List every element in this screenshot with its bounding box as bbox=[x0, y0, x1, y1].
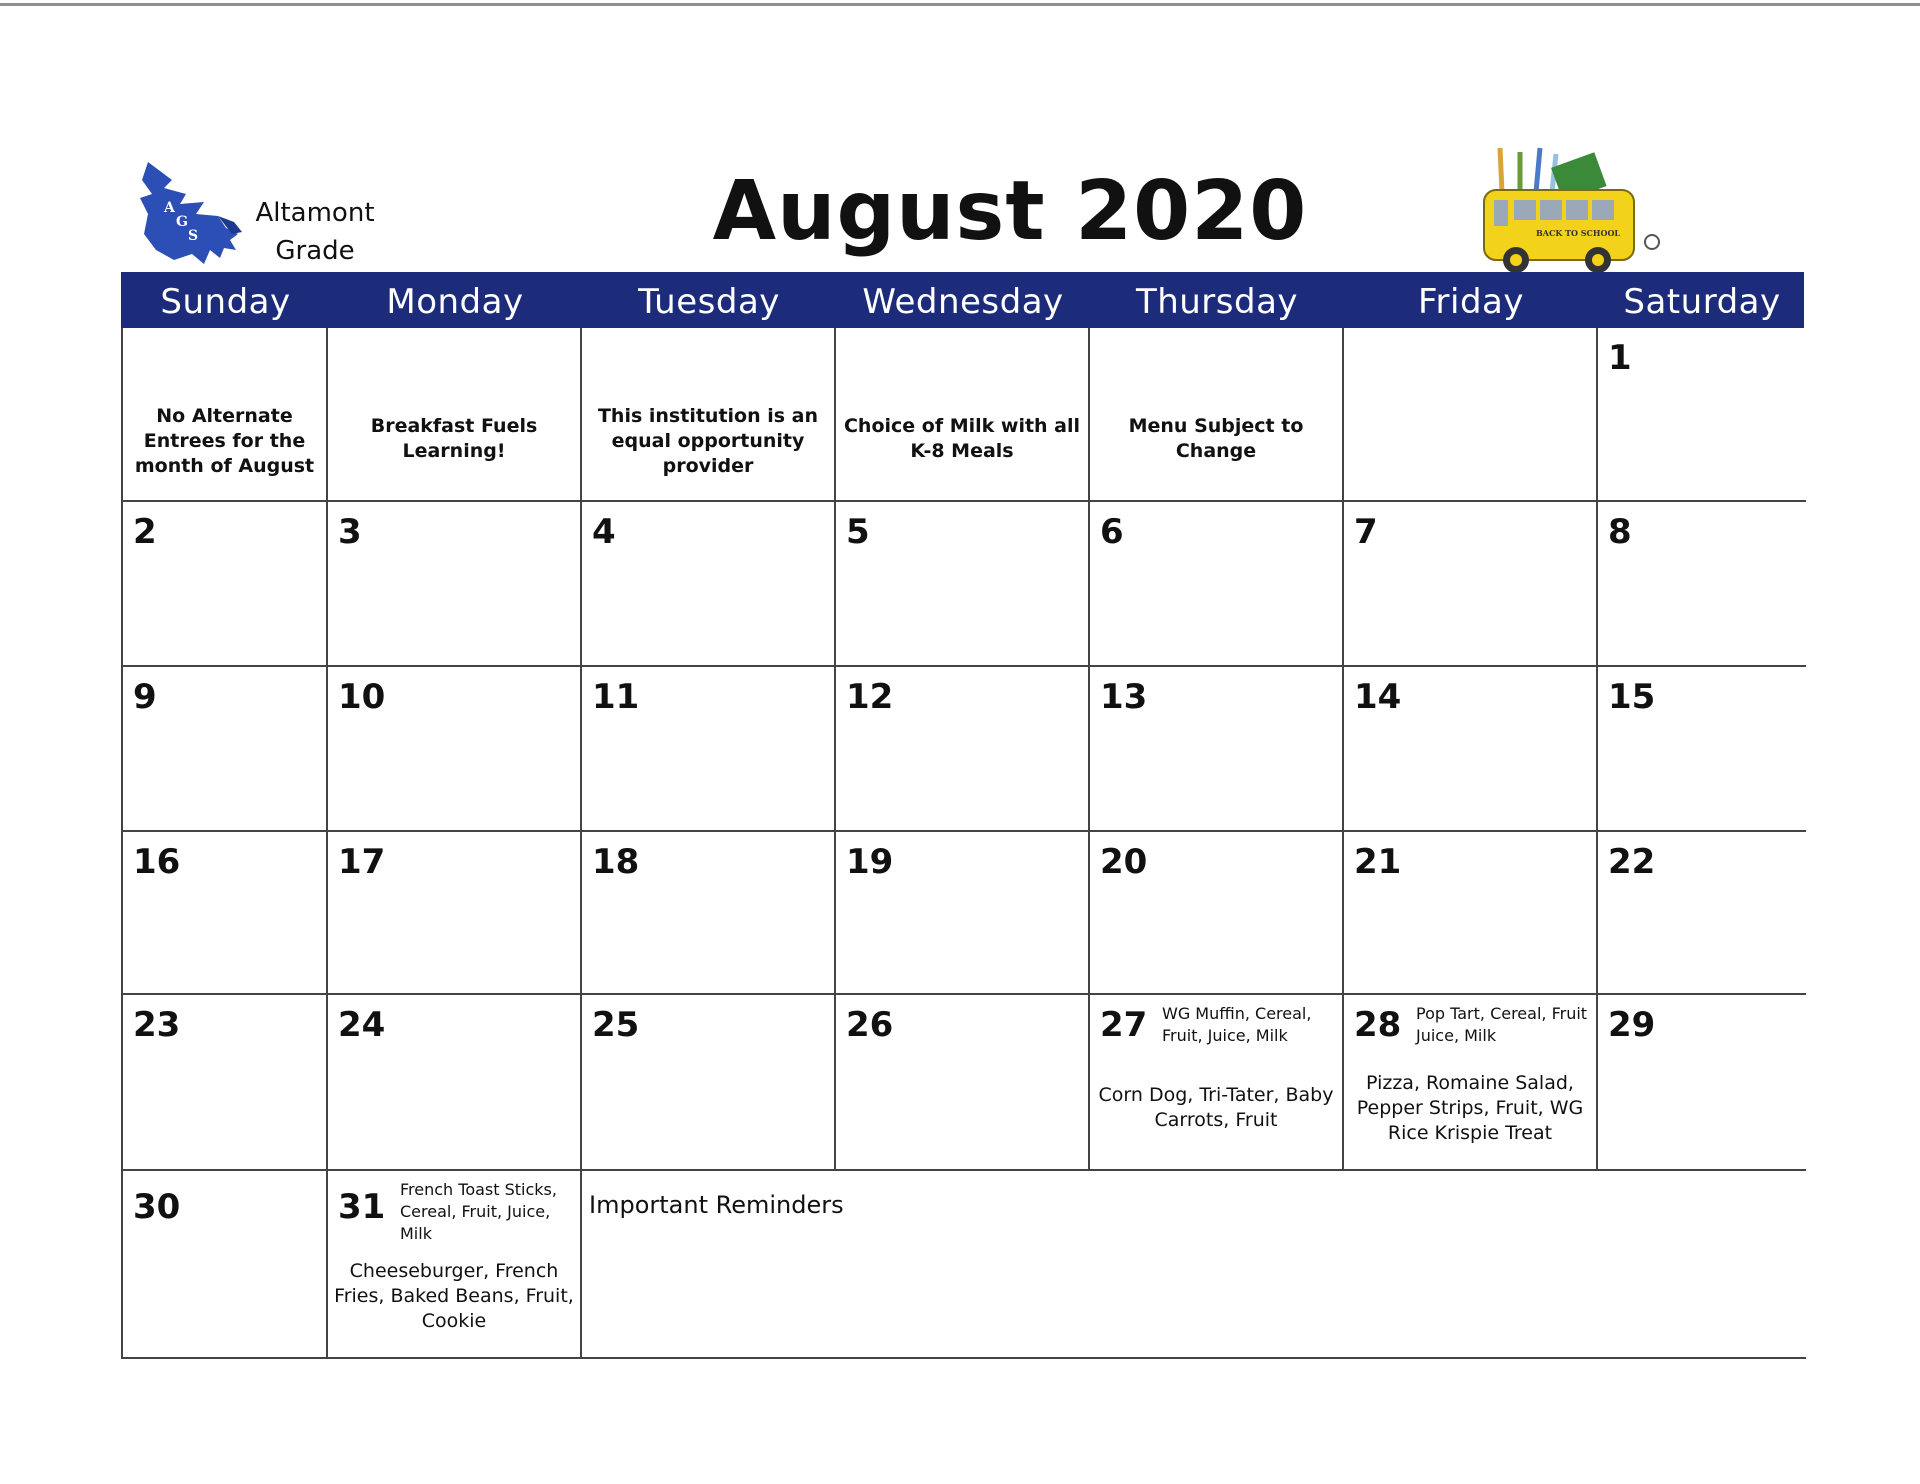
day-cell bbox=[1090, 832, 1344, 995]
date-number: 31 bbox=[338, 1187, 386, 1227]
date-number: 24 bbox=[338, 1005, 386, 1045]
day-cell bbox=[1598, 502, 1806, 667]
date-number: 5 bbox=[846, 512, 870, 552]
breakfast-menu: French Toast Sticks, Cereal, Fruit, Juice, Milk bbox=[400, 1180, 557, 1243]
day-note: Breakfast Fuels Learning! bbox=[370, 415, 538, 462]
weekday-thursday: Thursday bbox=[1135, 282, 1299, 322]
breakfast-menu: WG Muffin, Cereal, Fruit, Juice, Milk bbox=[1162, 1004, 1312, 1045]
day-cell bbox=[1598, 667, 1806, 832]
page-title: August 2020 bbox=[712, 164, 1308, 259]
weekday-header bbox=[121, 272, 1804, 328]
day-cell bbox=[328, 502, 582, 667]
weekday-sunday: Sunday bbox=[160, 282, 291, 322]
date-number: 28 bbox=[1354, 1005, 1402, 1045]
date-number: 21 bbox=[1354, 842, 1402, 882]
date-number: 7 bbox=[1354, 512, 1378, 552]
day-cell bbox=[123, 1171, 328, 1359]
day-cell bbox=[582, 502, 836, 667]
lunch-menu: Pizza, Romaine Salad, Pepper Strips, Fruit, WG Rice Krispie Treat bbox=[1356, 1072, 1584, 1144]
school-bus-icon bbox=[1476, 140, 1666, 274]
day-note: This institution is an equal opportunity provider bbox=[597, 405, 819, 477]
date-number: 14 bbox=[1354, 677, 1402, 717]
day-cell bbox=[328, 832, 582, 995]
day-note: Menu Subject to Change bbox=[1128, 415, 1304, 462]
day-cell bbox=[328, 995, 582, 1171]
date-number: 18 bbox=[592, 842, 640, 882]
day-cell bbox=[836, 832, 1090, 995]
date-number: 9 bbox=[133, 677, 157, 717]
date-number: 17 bbox=[338, 842, 386, 882]
logo-letter-a: A bbox=[164, 200, 175, 216]
school-name-line1: Altamont bbox=[255, 198, 375, 228]
date-number: 13 bbox=[1100, 677, 1148, 717]
day-cell bbox=[123, 328, 328, 502]
date-number: 29 bbox=[1608, 1005, 1656, 1045]
day-cell bbox=[1090, 502, 1344, 667]
weekday-monday: Monday bbox=[386, 282, 524, 322]
day-cell bbox=[1598, 995, 1806, 1171]
bus-label: BACK TO SCHOOL bbox=[1536, 228, 1621, 238]
date-number: 12 bbox=[846, 677, 894, 717]
day-cell bbox=[123, 995, 328, 1171]
weekday-wednesday: Wednesday bbox=[862, 282, 1064, 322]
eagle-logo-icon bbox=[134, 154, 244, 272]
day-cell bbox=[328, 667, 582, 832]
day-cell bbox=[1344, 667, 1598, 832]
day-cell bbox=[836, 502, 1090, 667]
day-cell bbox=[582, 667, 836, 832]
date-number: 11 bbox=[592, 677, 640, 717]
day-cell bbox=[582, 995, 836, 1171]
school-name bbox=[250, 194, 380, 270]
date-number: 3 bbox=[338, 512, 362, 552]
date-number: 19 bbox=[846, 842, 894, 882]
day-note: No Alternate Entrees for the month of August bbox=[134, 405, 315, 477]
reminders-title: Important Reminders bbox=[589, 1191, 844, 1219]
day-cell bbox=[328, 328, 582, 502]
day-cell bbox=[1090, 667, 1344, 832]
date-number: 22 bbox=[1608, 842, 1656, 882]
calendar bbox=[121, 272, 1804, 1359]
day-cell bbox=[1090, 328, 1344, 502]
lunch-menu: Cheeseburger, French Fries, Baked Beans, Fruit, Cookie bbox=[334, 1260, 574, 1332]
day-cell bbox=[836, 667, 1090, 832]
day-cell bbox=[1598, 832, 1806, 995]
day-cell bbox=[1598, 328, 1806, 502]
day-note: Choice of Milk with all K-8 Meals bbox=[843, 415, 1081, 462]
day-cell bbox=[123, 832, 328, 995]
date-number: 1 bbox=[1608, 338, 1632, 378]
logo-letter-g: G bbox=[176, 214, 188, 230]
day-cell bbox=[123, 667, 328, 832]
logo-letter-s: S bbox=[188, 228, 199, 244]
school-name-line2: Grade bbox=[275, 236, 355, 266]
day-cell bbox=[582, 328, 836, 502]
date-number: 25 bbox=[592, 1005, 640, 1045]
weekday-tuesday: Tuesday bbox=[638, 282, 780, 322]
day-cell bbox=[123, 502, 328, 667]
scan-border-line bbox=[0, 3, 1920, 6]
weekday-saturday: Saturday bbox=[1623, 282, 1781, 322]
date-number: 2 bbox=[133, 512, 157, 552]
date-number: 20 bbox=[1100, 842, 1148, 882]
date-number: 10 bbox=[338, 677, 386, 717]
important-reminders-box bbox=[582, 1171, 1806, 1359]
date-number: 27 bbox=[1100, 1005, 1148, 1045]
day-cell bbox=[582, 832, 836, 995]
date-number: 16 bbox=[133, 842, 181, 882]
date-number: 23 bbox=[133, 1005, 181, 1045]
day-cell bbox=[1344, 995, 1598, 1171]
breakfast-menu: Pop Tart, Cereal, Fruit Juice, Milk bbox=[1416, 1004, 1588, 1045]
calendar-grid bbox=[121, 328, 1804, 1359]
day-cell bbox=[836, 995, 1090, 1171]
lunch-menu: Corn Dog, Tri-Tater, Baby Carrots, Fruit bbox=[1098, 1084, 1334, 1131]
day-cell bbox=[1344, 328, 1598, 502]
date-number: 30 bbox=[133, 1187, 181, 1227]
day-cell bbox=[1090, 995, 1344, 1171]
date-number: 8 bbox=[1608, 512, 1632, 552]
day-cell bbox=[1344, 502, 1598, 667]
day-cell bbox=[1344, 832, 1598, 995]
weekday-friday: Friday bbox=[1417, 282, 1525, 322]
date-number: 15 bbox=[1608, 677, 1656, 717]
day-cell bbox=[836, 328, 1090, 502]
date-number: 26 bbox=[846, 1005, 894, 1045]
date-number: 4 bbox=[592, 512, 616, 552]
date-number: 6 bbox=[1100, 512, 1124, 552]
day-cell bbox=[328, 1171, 582, 1359]
